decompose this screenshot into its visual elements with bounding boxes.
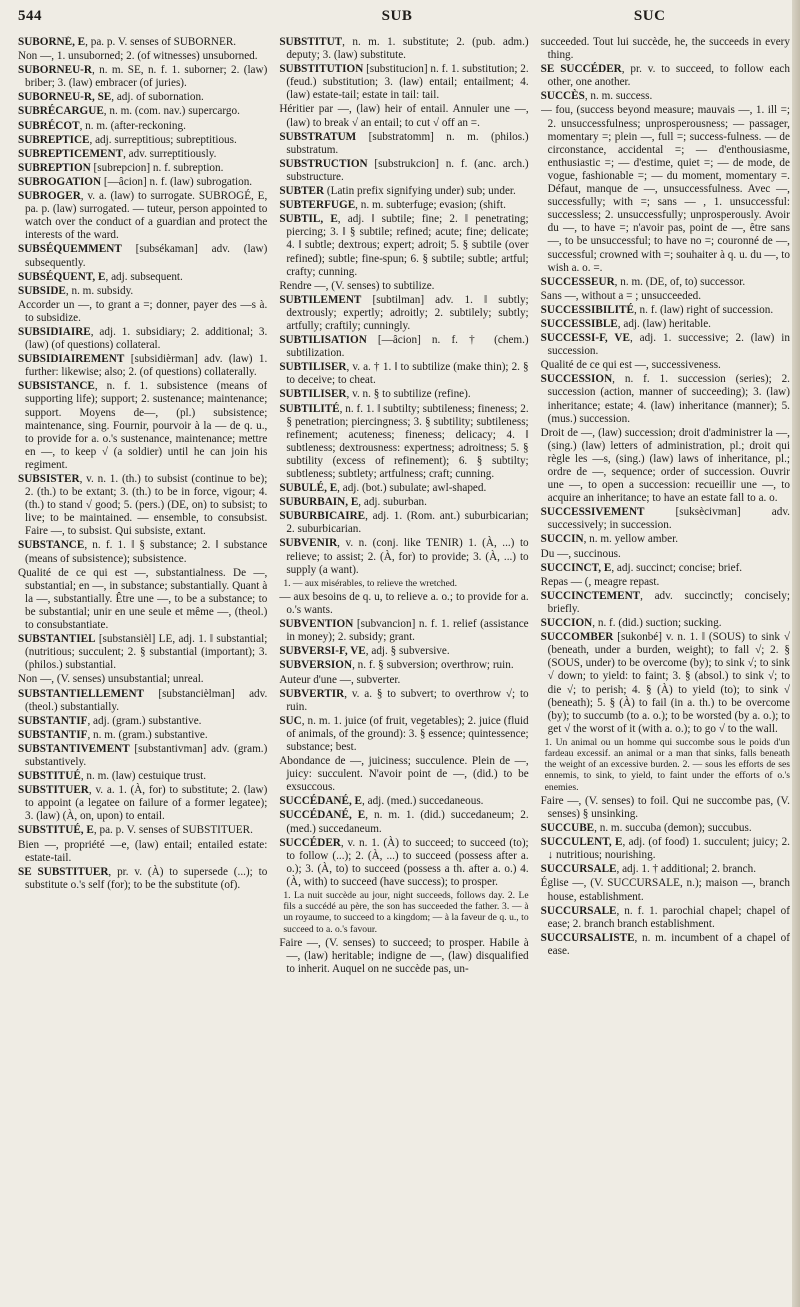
dictionary-entry: SUBSTITUÉ, E, pa. p. V. senses of SUBSTITUER.: [18, 824, 253, 837]
headword: SUBRÉCOT: [18, 119, 80, 132]
headword: SUCCESSIBILITÉ: [540, 303, 634, 316]
dictionary-entry: SUBSÉQUEMMENT [subsékaman] adv. (law) subsequently.: [18, 243, 268, 269]
headword: SUBSISTANCE: [18, 380, 95, 393]
dictionary-entry: SE SUBSTITUER, pr. v. (À) to supersede (...); to substitute o.'s self (for); to be the substitute (of).: [18, 865, 268, 891]
headword: SUBSISTER: [18, 473, 80, 485]
headword: SUBVERSI-F, VE: [279, 645, 366, 658]
headword: SUBORNEU-R: [18, 64, 92, 77]
headword: SUBRÉCARGUE: [18, 105, 104, 118]
dictionary-entry: SUBSTANTIVEMENT [substantivman] adv. (gram.) substantively.: [18, 742, 268, 768]
dictionary-entry: SUCCESSIVEMENT [suksècivman] adv. successively; in succession.: [540, 506, 790, 532]
column-middle: [279, 36, 528, 1306]
dictionary-entry: SUBVERSI-F, VE, adj. § subversive.: [279, 645, 450, 658]
dictionary-entry: SUBSÉQUENT, E, adj. subsequent.: [18, 270, 183, 283]
headword: SE SUCCÉDER: [540, 63, 622, 76]
page-edge: [792, 0, 800, 1307]
dictionary-entry: SUBTILEMENT [subtilman] adv. 1. ‖ subtly; dextrously; expertly; adroitly; 2. subtilely; subtly; artfully; craftily; cunningly.: [279, 293, 529, 332]
dictionary-entry: SUBORNEU-R, SE, adj. of subornation.: [18, 91, 204, 104]
headword: SE SUBSTITUER: [18, 865, 109, 878]
headword: SUBSIDIAIRE: [18, 325, 91, 338]
headword: SUC: [279, 714, 302, 727]
dictionary-entry: — aux besoins de q. u, to relieve a. o.; to provide for a. o.'s wants.: [279, 590, 529, 617]
dictionary-entry: Non —, (V. senses) unsubstantial; unreal.: [18, 673, 204, 686]
dictionary-entry: SUBTER (Latin prefix signifying under) sub; under.: [279, 185, 516, 198]
dictionary-entry: SUCCÉDANÉ, E, n. m. 1. (did.) succedaneum; 2. (med.) succedaneum.: [279, 809, 529, 835]
headword: SUBSTANTIF: [18, 714, 88, 727]
dictionary-entry: SUBTIL, E, adj. ‖ subtile; fine; 2. ‖ penetrating; piercing; 3. ‖ § subtile; refined; acute; fine; delicate; 4. ‖ subtle; dextrous; expert; adroit; 5. § subtile (over refined); subtle; fine-spun; 6. § subtile; subtle; artful; crafty; cunning.: [279, 213, 529, 278]
dictionary-entry: SUBTILISER, v. n. § to subtilize (refine).: [279, 388, 471, 401]
dictionary-entry: SUBSIDIAIREMENT [subsidièrman] adv. (law) 1. further: likewise; also; 2. (of questions) collaterally.: [18, 353, 268, 379]
dictionary-entry: SUBROGER, v. a. (law) to surrogate. SUBROGÉ, E, pa. p. (law) surrogated. — tuteur, person appointed to watch over the conduct of a guardian and protect the interests of the ward.: [18, 190, 268, 242]
dictionary-entry: SUBSTANTIF, adj. (gram.) substantive.: [18, 714, 202, 727]
dictionary-entry: Repas — (, meagre repast.: [540, 575, 660, 588]
headword: SUBSTRATUM: [279, 130, 357, 143]
headword: SUCCURSALE: [540, 863, 617, 876]
dictionary-entry: SUCCESSIBILITÉ, n. f. (law) right of succession.: [540, 303, 774, 316]
dictionary-entry: Église —, (V. SUCCURSALE, n.); maison —, branch house, establishment.: [540, 877, 790, 903]
dictionary-entry: SUBSIDE, n. m. subsidy.: [18, 284, 134, 297]
headword: SUCCESSION: [540, 373, 613, 386]
right-guide-word: SUC: [633, 8, 666, 24]
headword: SUBURBICAIRE: [279, 510, 366, 523]
page-header: [18, 8, 790, 30]
dictionary-entry: SUBVERSION, n. f. § subversion; overthrow; ruin.: [279, 659, 514, 672]
headword: SUCCÈS: [540, 90, 585, 103]
dictionary-entry: SUBULÉ, E, adj. (bot.) subulate; awl-shaped.: [279, 482, 487, 495]
headword: SUBSTANTIVEMENT: [18, 742, 130, 755]
dictionary-entry: SUBSTANTIELLEMENT [substancièlman] adv. (theol.) substantially.: [18, 687, 268, 713]
dictionary-entry: SUBROGATION [—âcion] n. f. (law) subrogation.: [18, 175, 253, 188]
dictionary-entry: succeeded. Tout lui succède, he, the succeeds in every thing.: [540, 36, 790, 62]
dictionary-entry: SUCCURSALE, adj. 1. † additional; 2. branch.: [540, 863, 756, 876]
dictionary-entry: SUBSTANCE, n. f. 1. ‖ § substance; 2. ‖ substance (means of subsistence); subsistence.: [18, 539, 268, 565]
headword: SUCCÉDER: [279, 836, 341, 849]
dictionary-entry: SUBREPTION [subrepcion] n. f. subreption.: [18, 161, 224, 174]
column-right: [541, 36, 790, 1306]
headword: SUBTILISATION: [279, 334, 367, 347]
dictionary-entry: SUBTILISATION [—âcion] n. f. † (chem.) subtilization.: [279, 334, 529, 360]
dictionary-entry: SUBREPTICEMENT, adv. surreptitiously.: [18, 147, 217, 160]
dictionary-entry: SUCCOMBER [sukonbé] v. n. 1. ‖ (SOUS) to sink √ (beneath, under a burden, weight); to fall √; 2. § (SOUS, under) to be overcome (by); to sink √; to sink √ down; to yield: to faint; 3. § (absol.) to sink √; to die √; to perish; 4. § (À) to yield (to); to sink √ (beneath); 5. § (À) to fail (in a. th.) to be overcome (by); to succumb (to a. o.); to be worsted (by a. o.); to get √ the worst of it (with a. o.); to go √ to the wall.: [540, 631, 790, 735]
headword: SUCCURSALISTE: [540, 931, 635, 944]
headword: SUCCULENT, E: [540, 836, 623, 849]
dictionary-entry: SUBURBICAIRE, adj. 1. (Rom. ant.) suburbicarian; 2. suburbicarian.: [279, 510, 529, 536]
column-left: [18, 36, 267, 1306]
dictionary-entry: Accorder un —, to grant a =; donner, payer des —s à. to subsidize.: [18, 298, 268, 324]
headword: SUBORNÉ, E: [18, 36, 86, 48]
dictionary-entry: SUBSTANTIF, n. m. (gram.) substantive.: [18, 728, 208, 741]
headword: SUBSTRUCTION: [279, 157, 368, 170]
dictionary-entry: SUCCESSIBLE, adj. (law) heritable.: [540, 317, 711, 330]
columns: [18, 36, 790, 1306]
dictionary-entry: Qualité de ce qui est —, substantialness. De —, substantial; en —, in substance; substantially. Quant à la —, substantially. Être une —, to be a substance; to be substantial; unir en une seule et même —, (theol.) to consubstantiate.: [18, 566, 268, 632]
dictionary-entry: SUBURBAIN, E, adj. suburban.: [279, 496, 427, 509]
headword: SUBULÉ, E: [279, 482, 338, 495]
headword: SUBROGER: [18, 190, 81, 203]
dictionary-entry: SUBSIDIAIRE, adj. 1. subsidiary; 2. additional; 3. (law) (of questions) collateral.: [18, 325, 268, 352]
headword: SUBSTITUT: [279, 36, 343, 48]
headword: SUBSTANTIELLEMENT: [18, 687, 145, 700]
headword: SUBTILISER: [279, 388, 347, 401]
headword: SUBURBAIN, E: [279, 496, 359, 509]
dictionary-entry: SUC, n. m. 1. juice (of fruit, vegetables); 2. juice (fluid of animals, of the ground): 3. § essence; quintessence; substance; best.: [279, 714, 529, 753]
dictionary-entry: SUBVENIR, v. n. (conj. like TENIR) 1. (À, ...) to relieve; to assist; 2. (À, for) to provide; 3. (À, ...) to supply (a want).: [279, 537, 529, 576]
dictionary-entry: SUBRÉCARGUE, n. m. (com. nav.) supercargo.: [18, 105, 240, 118]
headword: SUCCIN: [540, 533, 584, 546]
dictionary-entry: SUBSTRATUM [substratomm] n. m. (philos.) substratum.: [279, 130, 529, 156]
headword: SUBSÉQUEMMENT: [18, 243, 122, 256]
dictionary-entry: SUCCURSALE, n. f. 1. parochial chapel; chapel of ease; 2. branch branch establishment.: [540, 904, 790, 930]
headword: SUBSTANTIEL: [18, 633, 96, 646]
headword: SUBSTITUÉ, E: [18, 824, 94, 837]
dictionary-entry: SUCCÈS, n. m. success.: [540, 90, 653, 103]
dictionary-entry: SUBSTITUTION [substitucion] n. f. 1. substitution; 2. (feud.) substitution; 3. (law) entail; entailment; 4. (law) estate-tail; estate in tail: tail.: [279, 63, 529, 102]
headword: SUBVERSION: [279, 659, 353, 672]
headword: SUBTILEMENT: [279, 293, 362, 306]
headword: SUCCESSIVEMENT: [540, 506, 645, 519]
dictionary-entry: SUCCION, n. f. (did.) suction; sucking.: [540, 617, 722, 630]
headword: SUCCION: [540, 617, 593, 630]
headword: SUBTERFUGE: [279, 199, 356, 212]
headword: SUCCESSI-F, VE: [540, 332, 630, 345]
dictionary-entry: Rendre —, (V. senses) to subtilize.: [279, 279, 435, 292]
dictionary-entry: SUBSTANTIEL [substansièl] LE, adj. 1. ‖ substantial; (nutritious; succulent; 2. § substantial (important); 3. (philos.) substantial.: [18, 633, 268, 672]
headword: SUBSIDIAIREMENT: [18, 353, 125, 366]
headword: SUBSTITUÉ: [18, 770, 81, 783]
headword: SUCCUBE: [540, 822, 595, 835]
dictionary-entry: SE SUCCÉDER, pr. v. to succeed, to follow each other, one another.: [540, 63, 790, 89]
dictionary-entry: SUBVERTIR, v. a. § to subvert; to overthrow √; to ruin.: [279, 687, 529, 713]
example-text: 1. La nuit succède au jour, night succeeds, follows day. 2. Le fils a succédé au père, the son has succeeded the father. 3. — à un royaume, to succeed to a kingdom; — à la faveur de q. u., to succeed to a. o.'s favour.: [283, 890, 529, 935]
dictionary-entry: SUBSISTANCE, n. f. 1. subsistence (means of supporting life); support; 2. sustenance; maintenance; support. Moyens de—, (pl.) subsistence; maintenance, sing. Fournir, pourvoir à la — de q. u., to provide for a. o.'s sustenance, maintenance; mettre en —, to keep √ (a soldier) until he can join his regiment.: [18, 380, 268, 471]
headword: SUBSTANTIF: [18, 728, 88, 741]
dictionary-entry: SUCCINCT, E, adj. succinct; concise; brief.: [540, 561, 743, 574]
dictionary-entry: Héritier par —, (law) heir of entail. Annuler une —, (law) to break √ an entail; to cut √ off an =.: [279, 103, 529, 129]
dictionary-entry: SUCCUBE, n. m. succuba (demon); succubus.: [540, 822, 752, 835]
dictionary-entry: SUBTERFUGE, n. m. subterfuge; evasion; (shift.: [279, 199, 506, 212]
dictionary-entry: SUCCESSI-F, VE, adj. 1. successive; 2. (law) in succession.: [540, 332, 790, 358]
dictionary-entry: — fou, (success beyond measure; mauvais —, 1. ill =; 2. unsuccessfulness; unprosperousness; — passager, momentary =; plein —, full =; success-fulness. — de circonstance, accidental =; — d'enthousiasme, enthusiastic =; — d'estime, quiet =; — de mode, de vogue, fashionable =; — du moment, momentary =. Défaut, manque de —, unsuccessfulness. Avec —, successfully; with =; sans — , 1. unsuccessful: successless; 2. unsuccessfully; unprosperously. Avoir du —, to have =; n'avoir pas, point de —, être sans —, to be unsuccessful; to have no =; couronné de —, successful; crowned with =; souhaiter à q. u. du —, to wish a. o. =.: [540, 104, 790, 274]
headword: SUBREPTICEMENT: [18, 147, 124, 160]
dictionary-entry: SUCCESSEUR, n. m. (DE, of, to) successor.: [540, 275, 746, 288]
headword: SUCCÉDANÉ, E: [279, 809, 366, 822]
headword: SUBSIDE: [18, 284, 66, 297]
headword: SUBSTITUTION: [279, 63, 364, 76]
headword: SUBREPTICE: [18, 133, 90, 146]
headword: SUBROGATION: [18, 175, 102, 188]
dictionary-entry: SUCCÉDANÉ, E, adj. (med.) succedaneous.: [279, 795, 484, 808]
dictionary-entry: SUBTILISER, v. a. † 1. ‖ to subtilize (make thin); 2. § to deceive; to cheat.: [279, 361, 529, 387]
dictionary-entry: SUBSTITUT, n. m. 1. substitute; 2. (pub. adm.) deputy; 3. (law) substitute.: [279, 36, 529, 62]
dictionary-entry: Faire —, (V. senses) to succeed; to prosper. Habile à —, (law) heritable; indigne de —, (law) disqualified to inherit. Auquel on ne succède pas, un-: [279, 936, 529, 976]
headword: SUBVERTIR: [279, 687, 345, 700]
dictionary-entry: SUBORNEU-R, n. m. SE, n. f. 1. suborner; 2. (law) briber; 3. (law) embracer (of juries).: [18, 64, 268, 90]
dictionary-entry: SUBTILITÉ, n. f. 1. ‖ subtilty; subtileness; fineness; 2. § penetration; piercingness; 3. § subtility; subtileness; refinement; acuteness; fineness; delicacy; 4. ‖ subtleness; dextrousness: expertness; adroitness; 5. § subtility (excess of refinement); 6. § subtilty; subtleness; subtlety; artfulness; craft; cunning.: [279, 402, 529, 480]
headword: SUCCINCT, E: [540, 561, 612, 574]
headword: SUBORNEU-R, SE: [18, 91, 112, 104]
dictionary-entry: SUCCINCTEMENT, adv. succinctly; concisely; briefly.: [540, 589, 790, 615]
dictionary-entry: Non —, 1. unsuborned; 2. (of witnesses) unsuborned.: [18, 50, 258, 63]
headword: SUCCOMBER: [540, 631, 614, 644]
dictionary-entry: SUCCIN, n. m. yellow amber.: [540, 533, 679, 546]
dictionary-entry: SUBORNÉ, E, pa. p. V. senses of SUBORNER.: [18, 36, 237, 48]
dictionary-entry: SUCCURSALISTE, n. m. incumbent of a chapel of ease.: [540, 931, 790, 957]
dictionary-entry: Bien —, propriété —e, (law) entail; entailed estate: estate-tail.: [18, 838, 268, 864]
dictionary-entry: SUBVENTION [subvancion] n. f. 1. relief (assistance in money); 2. subsidy; grant.: [279, 618, 529, 644]
dictionary-entry: Abondance de —, juiciness; succulence. Plein de —, juicy: succulent. N'avoir point de —, (did.) to be exsuccous.: [279, 755, 529, 794]
headword: SUBREPTION: [18, 161, 91, 174]
headword: SUCCESSIBLE: [540, 317, 618, 330]
headword: SUBTILITÉ: [279, 402, 340, 415]
dictionary-entry: Faire —, (V. senses) to foil. Qui ne succombe pas, (V. senses) § unsinking.: [540, 794, 790, 820]
headword: SUBTILISER: [279, 361, 347, 374]
dictionary-entry: SUBSTRUCTION [substrukcion] n. f. (anc. arch.) substructure.: [279, 157, 529, 183]
headword: SUBVENIR: [279, 537, 338, 550]
dictionary-entry: Qualité de ce qui est —, successiveness.: [540, 359, 721, 372]
dictionary-entry: Du —, succinous.: [540, 547, 621, 560]
example-text: 1. Un animal ou un homme qui succombe sous le poids d'un fardeau excessif. an animal or a man that sinks, falls beneath the weight of an excessive burden. 2. — sous les efforts de ses ennemis, to sink, to yield, to faint under the efforts of o.'s enemies.: [544, 736, 790, 793]
dictionary-entry: SUBREPTICE, adj. surreptitious; subreptitious.: [18, 133, 237, 146]
dictionary-entry: Droit de —, (law) succession; droit d'administrer la —, (sing.) (law) letters of administration, pl.; droit qui règle les —s, (sing.) (law) laws of inheritance, pl.; ordre de —, sequence; order of succession. Ouvrir une —, to open a succession: recueillir une —, to acquire an inheritance; to have an estate fall to a. o.: [540, 426, 790, 505]
dictionary-entry: SUBSISTER, v. n. 1. (th.) to subsist (continue to be); 2. (th.) to be extant; 3. (th.) to be in force, vigour; 4. (th.) to stand √ good; 5. (pers.) (DE, on) to subsist; to live; to be maintained. — ensemble, to consubsist. Faire —, to subsist. Qui subsiste, extant.: [18, 473, 268, 538]
example-text: 1. — aux misérables, to relieve the wretched.: [283, 577, 458, 589]
headword: SUBSÉQUENT, E: [18, 270, 106, 283]
dictionary-entry: SUBSTITUER, v. a. 1. (À, for) to substitute; 2. (law) to appoint (a legatee on failure of a former legatee); 3. (law) (À, on, upon) to entail.: [18, 784, 268, 823]
dictionary-entry: SUCCÉDER, v. n. 1. (À) to succeed; to succeed (to); to follow (...); 2. (À, ...) to succeed (possess after a. o.); 3. (À, to) to succeed (possess a th. after a. o.) 4. (À, with) to succeed (have success); to prosper.: [279, 836, 529, 888]
left-guide-word: SUB: [381, 8, 413, 24]
dictionary-entry: SUCCESSION, n. f. 1. succession (series); 2. succession (action, manner of succeeding); 3. (law) inheritance; estate; 4. (law) inheritance (manner); 5. (mus.) succession.: [540, 373, 790, 425]
dictionary-entry: Auteur d'une —, subverter.: [279, 673, 401, 686]
headword: SUCCESSEUR: [540, 275, 615, 288]
headword: SUCCINCTEMENT: [540, 589, 641, 602]
headword: SUCCURSALE: [540, 904, 617, 917]
dictionary-entry: SUCCULENT, E, adj. (of food) 1. succulent; juicy; 2. ↓ nutritious; nourishing.: [540, 836, 790, 862]
page-number: 544: [18, 8, 42, 24]
headword: SUBTER: [279, 185, 325, 198]
dictionary-entry: SUBSTITUÉ, n. m. (law) cestuique trust.: [18, 770, 207, 783]
headword: SUCCÉDANÉ, E: [279, 795, 363, 808]
dictionary-entry: Sans —, without a = ; unsucceeded.: [540, 289, 702, 302]
dictionary-entry: SUBRÉCOT, n. m. (after-reckoning.: [18, 119, 186, 132]
headword: SUBSTITUER: [18, 784, 89, 797]
headword: SUBTIL, E: [279, 213, 338, 226]
headword: SUBSTANCE: [18, 539, 85, 552]
headword: SUBVENTION: [279, 618, 354, 631]
